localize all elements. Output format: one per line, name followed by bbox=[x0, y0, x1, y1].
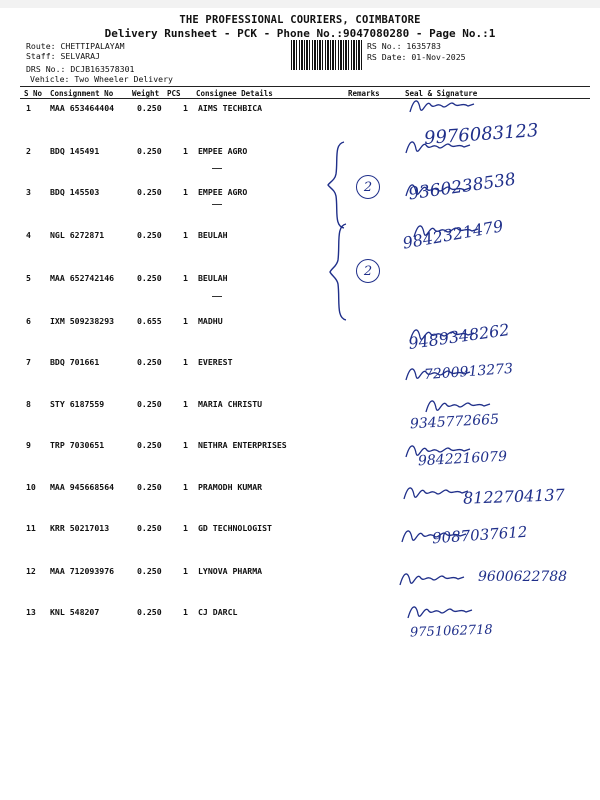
table-row bbox=[0, 354, 600, 394]
row-sno: 10 bbox=[26, 482, 36, 492]
handwritten-signature bbox=[402, 481, 472, 505]
row-weight: 0.250 bbox=[137, 230, 162, 240]
col-header-sno: S No bbox=[24, 89, 43, 98]
handwritten-signature bbox=[408, 94, 478, 118]
row-pcs: 1 bbox=[183, 187, 188, 197]
route-label: Route: CHETTIPALAYAM bbox=[26, 41, 125, 51]
table-row bbox=[0, 100, 600, 149]
handwritten-phone: 9976083123 bbox=[423, 120, 540, 149]
row-weight: 0.250 bbox=[137, 523, 162, 533]
row-sno: 9 bbox=[26, 440, 31, 450]
col-header-consignee: Consignee Details bbox=[196, 89, 273, 98]
row-sno: 13 bbox=[26, 607, 36, 617]
staff-label: Staff: SELVARAJ bbox=[26, 51, 100, 61]
row-weight: 0.250 bbox=[137, 440, 162, 450]
row-weight: 0.250 bbox=[137, 273, 162, 283]
drs-number: DRS No.: DCJB163578301 bbox=[26, 64, 135, 74]
handwritten-phone: 9489348262 bbox=[407, 320, 511, 353]
row-pcs: 1 bbox=[183, 566, 188, 576]
row-sno: 5 bbox=[26, 273, 31, 283]
col-header-pcs: PCS bbox=[167, 89, 181, 98]
row-sno: 3 bbox=[26, 187, 31, 197]
company-title: THE PROFESSIONAL COURIERS, COIMBATORE bbox=[179, 14, 421, 26]
row-consignee: BEULAH bbox=[198, 230, 228, 240]
row-consignee: BEULAH bbox=[198, 273, 228, 283]
row-sno: 6 bbox=[26, 316, 31, 326]
row-consignee: EMPEE AGRO bbox=[198, 146, 248, 156]
col-header-consignment: Consignment No bbox=[50, 89, 114, 98]
row-pcs: 1 bbox=[183, 230, 188, 240]
row-consignment: IXM 509238293 bbox=[50, 316, 115, 326]
row-consignee: PRAMODH KUMAR bbox=[198, 482, 263, 492]
table-row bbox=[0, 184, 600, 224]
row-weight: 0.250 bbox=[137, 146, 162, 156]
table-row bbox=[0, 604, 600, 644]
barcode bbox=[291, 40, 363, 70]
row-consignee: LYNOVA PHARMA bbox=[198, 566, 263, 576]
row-pcs: 1 bbox=[183, 357, 188, 367]
row-pcs: 1 bbox=[183, 523, 188, 533]
brace-group-a bbox=[326, 140, 352, 230]
col-header-remarks: Remarks bbox=[348, 89, 380, 98]
handwritten-phone: 9842321479 bbox=[401, 216, 505, 253]
table-row bbox=[0, 313, 600, 353]
table-row bbox=[0, 437, 600, 477]
rs-date: RS Date: 01-Nov-2025 bbox=[367, 52, 466, 62]
brace-group-b bbox=[328, 222, 354, 322]
header-rule-top bbox=[20, 86, 590, 87]
row-weight: 0.250 bbox=[137, 357, 162, 367]
row-sno: 12 bbox=[26, 566, 36, 576]
row-pcs: 1 bbox=[183, 146, 188, 156]
row-sno: 7 bbox=[26, 357, 31, 367]
scan-top-strip bbox=[0, 0, 600, 8]
row-consignment: KRR 50217013 bbox=[50, 523, 110, 533]
row-consignee: NETHRA ENTERPRISES bbox=[198, 440, 287, 450]
row-consignee: MARIA CHRISTU bbox=[198, 399, 263, 409]
row-consignment: BDQ 145503 bbox=[50, 187, 100, 197]
pen-tick-mark bbox=[212, 168, 222, 169]
row-consignee: GD TECHNOLOGIST bbox=[198, 523, 272, 533]
row-sno: 11 bbox=[26, 523, 36, 533]
row-weight: 0.250 bbox=[137, 607, 162, 617]
row-consignment: BDQ 145491 bbox=[50, 146, 100, 156]
handwritten-signature bbox=[404, 135, 474, 159]
handwritten-phone: 9842216079 bbox=[417, 448, 508, 470]
row-pcs: 1 bbox=[183, 440, 188, 450]
row-consignee: EVEREST bbox=[198, 357, 233, 367]
row-consignment: KNL 548207 bbox=[50, 607, 100, 617]
handwritten-phone: 9600622788 bbox=[478, 569, 568, 585]
row-consignment: MAA 653464404 bbox=[50, 103, 115, 113]
row-weight: 0.250 bbox=[137, 187, 162, 197]
row-pcs: 1 bbox=[183, 399, 188, 409]
row-consignee: CJ DARCL bbox=[198, 607, 238, 617]
handwritten-phone: 8122704137 bbox=[462, 485, 566, 508]
row-weight: 0.250 bbox=[137, 399, 162, 409]
runsheet-title: Delivery Runsheet - PCK - Phone No.:9047080280 - Page No.:1 bbox=[104, 27, 496, 40]
handwritten-phone: 9087037612 bbox=[431, 522, 528, 548]
row-consignment: TRP 7030651 bbox=[50, 440, 105, 450]
handwritten-phone: 9360238538 bbox=[407, 169, 518, 205]
col-header-weight: Weight bbox=[132, 89, 160, 98]
table-row bbox=[0, 216, 600, 267]
col-header-signature: Seal & Signature bbox=[405, 89, 478, 98]
pen-tick-mark bbox=[212, 296, 222, 297]
table-row bbox=[0, 479, 600, 519]
row-weight: 0.655 bbox=[137, 316, 162, 326]
table-row bbox=[0, 520, 600, 560]
row-pcs: 1 bbox=[183, 273, 188, 283]
row-consignment: BDQ 701661 bbox=[50, 357, 100, 367]
row-consignment: MAA 652742146 bbox=[50, 273, 115, 283]
handwritten-signature bbox=[406, 600, 476, 624]
header-rule-bottom bbox=[20, 98, 590, 99]
table-row bbox=[0, 396, 600, 436]
remark-count-b: 2 bbox=[356, 259, 380, 283]
remark-count-a: 2 bbox=[356, 175, 380, 199]
row-consignee: AIMS TECHBICA bbox=[198, 103, 263, 113]
handwritten-signature bbox=[404, 178, 474, 202]
vehicle-label: Vehicle: Two Wheeler Delivery bbox=[30, 74, 173, 84]
row-pcs: 1 bbox=[183, 316, 188, 326]
rs-number: RS No.: 1635783 bbox=[367, 41, 441, 51]
handwritten-phone: 7200913273 bbox=[423, 360, 514, 384]
handwritten-phone: 9751062718 bbox=[409, 622, 493, 641]
row-consignment: MAA 945668564 bbox=[50, 482, 115, 492]
table-row bbox=[0, 563, 600, 603]
row-pcs: 1 bbox=[183, 607, 188, 617]
row-sno: 2 bbox=[26, 146, 31, 156]
row-weight: 0.250 bbox=[137, 566, 162, 576]
row-pcs: 1 bbox=[183, 482, 188, 492]
pen-tick-mark bbox=[212, 204, 222, 205]
row-consignment: MAA 712093976 bbox=[50, 566, 115, 576]
row-consignee: EMPEE AGRO bbox=[198, 187, 248, 197]
row-weight: 0.250 bbox=[137, 103, 162, 113]
row-sno: 4 bbox=[26, 230, 31, 240]
row-pcs: 1 bbox=[183, 103, 188, 113]
row-consignee: MADHU bbox=[198, 316, 223, 326]
row-weight: 0.250 bbox=[137, 482, 162, 492]
row-consignment: STY 6187559 bbox=[50, 399, 105, 409]
row-sno: 8 bbox=[26, 399, 31, 409]
row-sno: 1 bbox=[26, 103, 31, 113]
table-row bbox=[0, 270, 600, 310]
handwritten-phone: 9345772665 bbox=[409, 411, 500, 433]
handwritten-signature bbox=[398, 567, 468, 591]
row-consignment: NGL 6272871 bbox=[50, 230, 105, 240]
